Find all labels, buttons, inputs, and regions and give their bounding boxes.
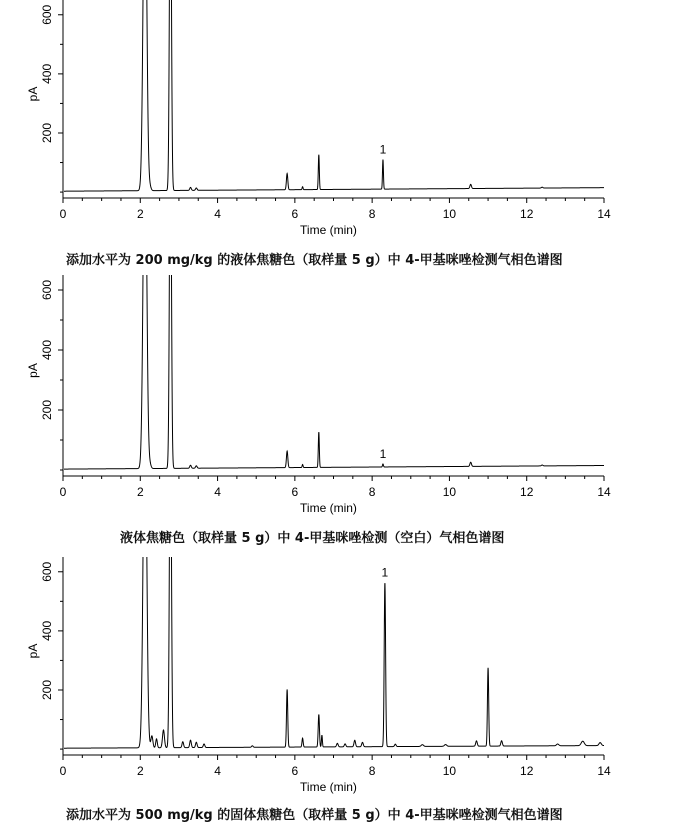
chromatogram-trace <box>63 0 604 191</box>
x-tick-label: 0 <box>59 207 67 221</box>
x-tick-label: 8 <box>368 485 376 499</box>
x-tick-label: 12 <box>520 485 534 499</box>
y-tick-label: 400 <box>40 63 54 84</box>
y-tick-label: 400 <box>40 620 54 641</box>
chromatogram-2 <box>0 270 675 520</box>
x-tick-label: 14 <box>597 764 611 778</box>
y-axis-title: pA <box>26 86 40 102</box>
x-tick-label: 6 <box>291 207 299 221</box>
x-tick-label: 2 <box>136 485 144 499</box>
x-tick-label: 0 <box>59 764 67 778</box>
x-tick-label: 10 <box>442 764 457 778</box>
x-tick-label: 4 <box>214 485 221 499</box>
x-tick-label: 8 <box>368 764 376 778</box>
chromatogram-1 <box>0 0 675 240</box>
y-tick-label: 400 <box>40 339 54 361</box>
x-tick-label: 2 <box>136 207 144 221</box>
y-axis-title: pA <box>26 363 40 378</box>
x-tick-label: 10 <box>442 207 457 221</box>
x-tick-label: 4 <box>214 207 221 221</box>
peak-label-1: 1 <box>379 446 387 461</box>
peak-label-1: 1 <box>379 142 387 157</box>
y-tick-label: 600 <box>40 4 54 25</box>
chromatogram-3 <box>0 547 675 802</box>
y-tick-label: 600 <box>40 561 54 582</box>
chromatogram-panel-3 <box>0 547 675 834</box>
x-axis-title: Time (min) <box>300 501 357 515</box>
chromatogram-panel-2 <box>0 270 675 547</box>
chromatogram-trace <box>63 547 604 748</box>
x-tick-label: 0 <box>59 485 67 499</box>
x-tick-label: 12 <box>520 764 534 778</box>
peak-label-1: 1 <box>381 565 389 580</box>
caption-2: 液体焦糖色（取样量 5 g）中 4-甲基咪唑检测（空白）气相色谱图 <box>120 531 505 546</box>
x-axis-title: Time (min) <box>300 223 357 237</box>
x-tick-label: 6 <box>291 764 299 778</box>
y-tick-label: 200 <box>40 679 54 701</box>
y-axis-title: pA <box>26 643 40 659</box>
y-tick-label: 600 <box>40 279 54 301</box>
caption-3: 添加水平为 500 mg/kg 的固体焦糖色（取样量 5 g）中 4-甲基咪唑检测气相色谱图 <box>66 808 563 823</box>
x-tick-label: 14 <box>597 207 611 221</box>
x-tick-label: 10 <box>442 485 457 499</box>
chromatogram-panel-1 <box>0 0 675 270</box>
x-tick-label: 12 <box>520 207 534 221</box>
y-tick-label: 200 <box>40 122 54 144</box>
x-tick-label: 6 <box>291 485 299 499</box>
chromatogram-trace <box>63 270 604 469</box>
y-tick-label: 200 <box>40 399 54 421</box>
x-tick-label: 4 <box>214 764 221 778</box>
x-tick-label: 14 <box>597 485 611 499</box>
x-tick-label: 2 <box>136 764 144 778</box>
x-axis-title: Time (min) <box>300 780 357 794</box>
caption-1: 添加水平为 200 mg/kg 的液体焦糖色（取样量 5 g）中 4-甲基咪唑检测气相色谱图 <box>66 253 563 268</box>
x-tick-label: 8 <box>368 207 376 221</box>
